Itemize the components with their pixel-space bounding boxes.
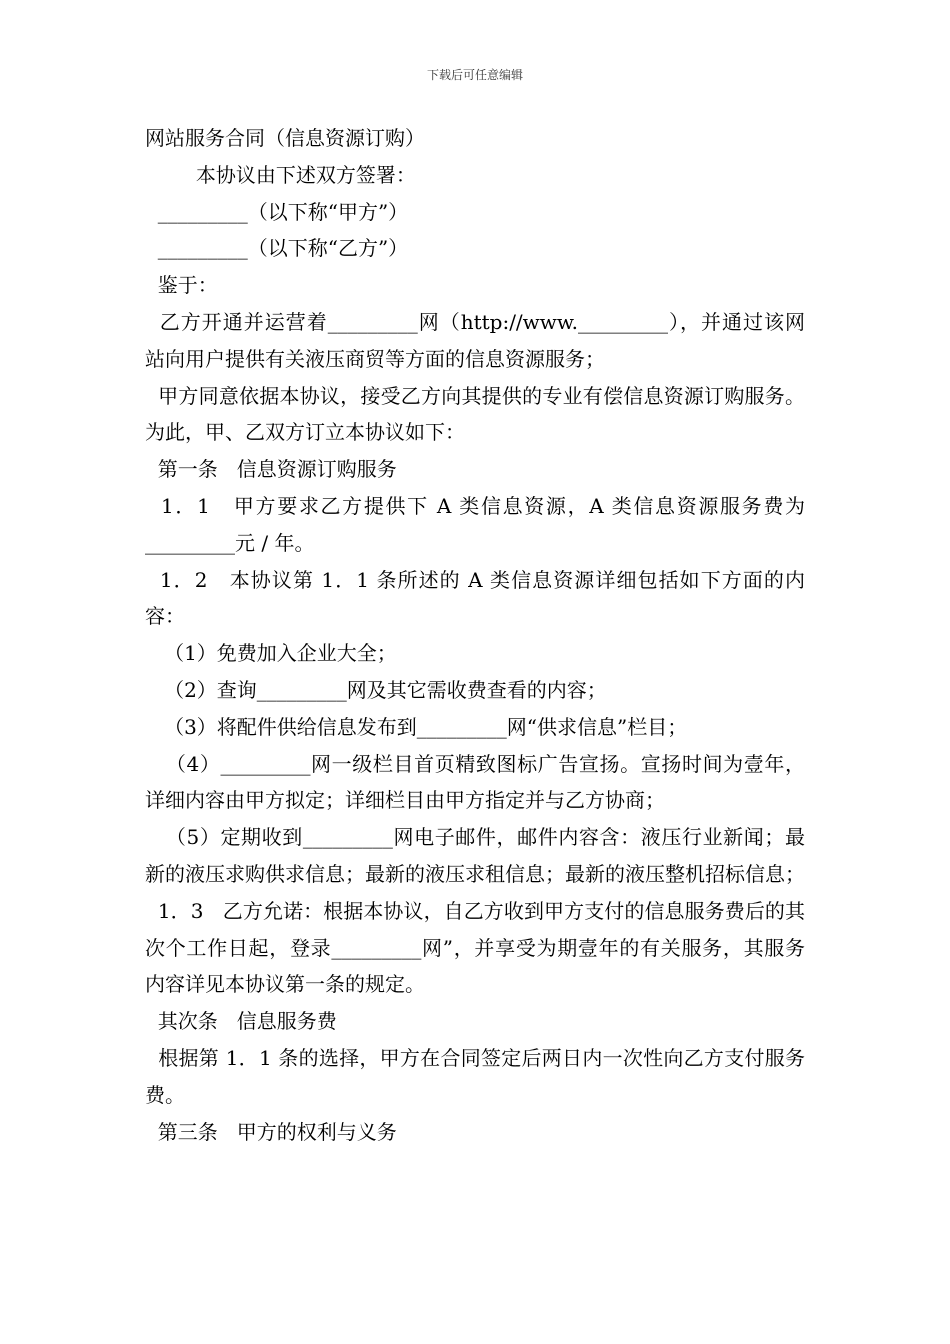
paragraph-whereas: 鉴于： bbox=[145, 273, 218, 298]
article-3-heading: 第三条 甲方的权利与义务 bbox=[145, 1119, 397, 1144]
clause-1-3: 1．3 乙方允诺：根据本协议，自乙方收到甲方支付的信息服务费后的其次个工作日起，登录_________网”，并享受为期壹年的有关服务，其服务内容详见本协议第一条的规定。 bbox=[145, 898, 805, 997]
list-item-2: （2）查询_________网及其它需收费查看的内容； bbox=[145, 677, 607, 702]
clause-1-2: 1．2 本协议第 1．1 条所述的 A 类信息资源详细包括如下方面的内容： bbox=[145, 567, 806, 629]
clause-1-1: 1．1 甲方要求乙方提供下 A 类信息资源，A 类信息资源服务费为_________元 / 年。 bbox=[145, 493, 806, 555]
party-b-line: _________（以下称“乙方”） bbox=[145, 236, 409, 261]
list-item-1: （1）免费加入企业大全； bbox=[145, 641, 397, 666]
list-item-3: （3）将配件供给信息发布到_________网“供求信息”栏目； bbox=[145, 714, 688, 739]
page-header: 下载后可任意编辑 bbox=[426, 68, 523, 82]
article-1-heading: 第一条 信息资源订购服务 bbox=[145, 457, 397, 482]
article-2-body: 根据第 1．1 条的选择，甲方在合同签定后两日内一次性向乙方支付服务费。 bbox=[145, 1045, 806, 1107]
paragraph-recital-1: 乙方开通并运营着_________网（http://www._________），并通过该网站向用户提供有关液压商贸等方面的信息资源服务； bbox=[145, 309, 805, 371]
paragraph-intro: 本协议由下述双方签署： bbox=[145, 162, 416, 187]
paragraph-recital-2: 甲方同意依据本协议，接受乙方向其提供的专业有偿信息资源订购服务。 为此，甲、乙双方订立本协议如下： bbox=[145, 383, 825, 445]
list-item-5: （5）定期收到_________网电子邮件，邮件内容含：液压行业新闻；最新的液压求购供求信息；最新的液压求租信息；最新的液压整机招标信息； bbox=[145, 825, 805, 886]
party-a-line: _________（以下称“甲方”） bbox=[145, 199, 409, 224]
list-item-4: （4）_________网一级栏目首页精致图标广告宣扬。宣扬时间为壹年，详细内容由甲方拟定；详细栏目由甲方指定并与乙方协商； bbox=[145, 751, 805, 813]
document-title: 网站服务合同（信息资源订购） bbox=[145, 126, 425, 150]
article-2-heading: 其次条 信息服务费 bbox=[145, 1009, 337, 1034]
document-body bbox=[145, 120, 825, 1150]
